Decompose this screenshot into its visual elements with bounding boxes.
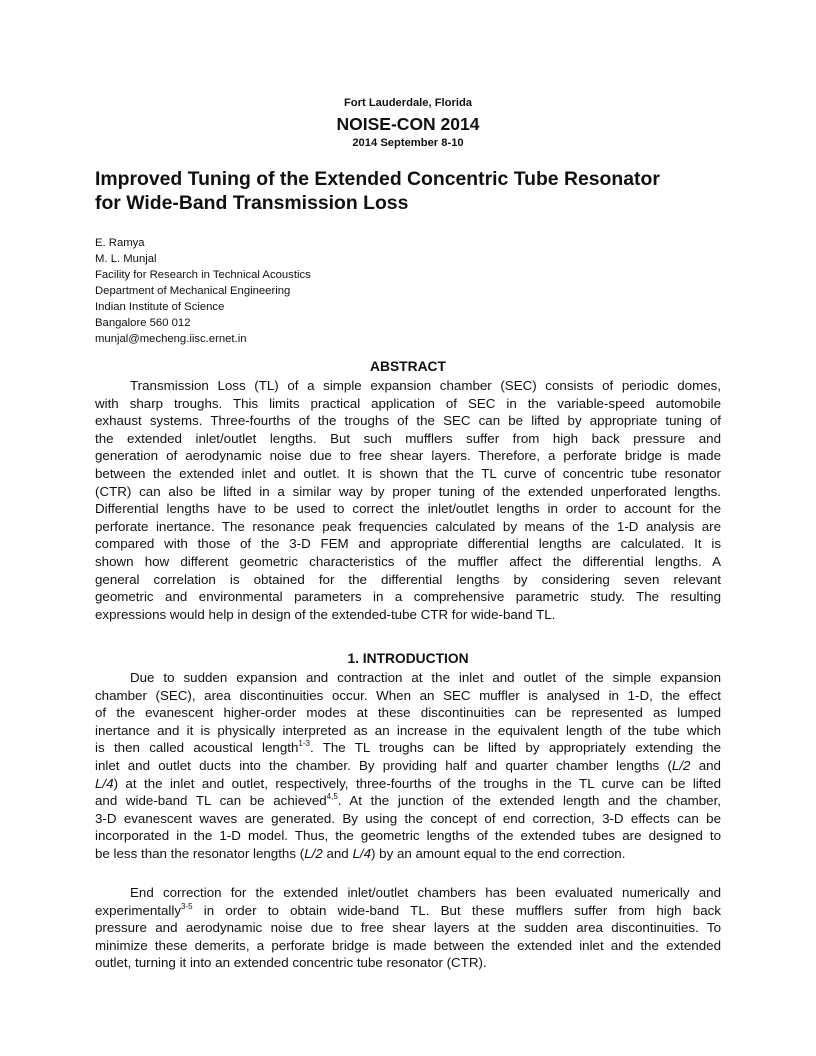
intro-line: pressure and aerodynamic noise due to free shear layers at the sudden area discontinuities. To xyxy=(95,920,721,936)
intro-line: End correction for the extended inlet/outlet chambers has been evaluated numerically and xyxy=(130,885,721,900)
intro-line: inertance and it is physically interpreted as an increase in the equivalent length of the tube which xyxy=(95,722,721,738)
abstract-line: perforate inertance. The resonance peak frequencies calculated by means of the 1-D analysis are xyxy=(95,518,721,534)
intro-line xyxy=(95,902,721,920)
abstract-body xyxy=(95,377,721,623)
intro-math: L/4 xyxy=(352,845,371,861)
intro-math: L/4 xyxy=(95,775,114,791)
citation-superscript: 3-5 xyxy=(181,901,193,911)
author-affiliation-institute: Indian Institute of Science xyxy=(95,301,225,313)
intro-line: outlet, turning it into an extended concentric tube resonator (CTR). xyxy=(95,955,487,971)
intro-text: . At the junction of the extended length and the chamber, xyxy=(337,793,721,809)
intro-line: 3-D evanescent waves are generated. By using the concept of end correction, 3-D effects can be xyxy=(95,810,721,826)
abstract-line: (CTR) can also be lifted in a similar way by proper tuning of the extended unperforated lengths. xyxy=(95,483,721,499)
conference-name: NOISE-CON 2014 xyxy=(336,114,480,134)
abstract-line: Transmission Loss (TL) of a simple expansion chamber (SEC) consists of periodic domes, xyxy=(130,378,721,393)
intro-line: minimize these demerits, a perforate bridge is made between the extended inlet and the extended xyxy=(95,937,721,953)
intro-line xyxy=(95,757,721,775)
abstract-line: expressions would help in design of the extended-tube CTR for wide-band TL. xyxy=(95,606,556,622)
abstract-line: with sharp troughs. This limits practical application of SEC in the variable-speed automobile xyxy=(95,395,721,411)
abstract-heading: ABSTRACT xyxy=(370,359,446,374)
title-line-2: for Wide-Band Transmission Loss xyxy=(95,191,409,214)
conference-date: 2014 September 8-10 xyxy=(352,137,464,149)
intro-text: is then called acoustical length xyxy=(95,740,299,756)
title-line-1: Improved Tuning of the Extended Concentric Tube Resonator xyxy=(95,168,660,190)
intro-math: L/2 xyxy=(671,757,691,773)
intro-line: Due to sudden expansion and contraction at the inlet and outlet of the simple expansion xyxy=(130,670,721,685)
intro-math: L/2 xyxy=(304,845,323,861)
intro-line: chamber (SEC), area discontinuities occur. When an SEC muffler is analysed in 1-D, the effect xyxy=(95,687,721,703)
author-affiliation-facility: Facility for Research in Technical Acoustics xyxy=(95,269,311,281)
author-affiliation-city: Bangalore 560 012 xyxy=(95,317,191,329)
introduction-heading: 1. INTRODUCTION xyxy=(347,651,469,666)
abstract-line: exhaust systems. Three-fourths of the troughs of the SEC can be lifted by appropriate tuning of xyxy=(95,413,721,429)
intro-text: ) at the inlet and outlet, respectively, three-fourths of the troughs in the TL curve can be lifted xyxy=(113,775,721,791)
intro-line xyxy=(95,845,721,863)
intro-text: . The TL troughs can be lifted by appropriately extending the xyxy=(309,740,721,756)
abstract-line: between the extended inlet and outlet. It is shown that the TL curve of concentric tube resonator xyxy=(95,465,721,481)
intro-line xyxy=(95,775,721,793)
abstract-line: compared with those of the 3-D FEM and appropriate differential lengths are calculated. It is xyxy=(95,536,721,552)
conference-location: Fort Lauderdale, Florida xyxy=(343,97,473,109)
intro-text: and wide-band TL can be achieved xyxy=(95,793,327,809)
intro-line: of the evanescent higher-order modes at these discontinuities can be represented as lumped xyxy=(95,705,721,721)
author-block xyxy=(95,235,721,347)
abstract-line: geometric and environmental parameters in a comprehensive parametric study. The resulting xyxy=(95,589,721,605)
author-name-1: E. Ramya xyxy=(95,237,145,249)
intro-text: and xyxy=(322,845,353,861)
citation-superscript: 4,5 xyxy=(326,792,338,802)
author-affiliation-department: Department of Mechanical Engineering xyxy=(95,285,291,297)
citation-superscript: 1-3 xyxy=(298,739,310,749)
abstract-line: shown how different geometric characteristics of the muffler affect the differential lengths. A xyxy=(95,553,721,569)
intro-text: experimentally xyxy=(95,902,182,918)
paper-title xyxy=(95,168,735,215)
author-email: munjal@mecheng.iisc.ernet.in xyxy=(95,333,247,345)
intro-line: incorporated in the 1-D model. Thus, the geometric lengths of the extended tubes are designed to xyxy=(95,828,721,844)
abstract-line: Differential lengths have to be used to correct the inlet/outlet lengths in order to account for the xyxy=(95,501,721,517)
abstract-line: general correlation is obtained for the differential lengths by considering seven relevant xyxy=(95,571,721,587)
intro-text: be less than the resonator lengths ( xyxy=(95,845,305,861)
author-name-2: M. L. Munjal xyxy=(95,253,157,265)
abstract-line: generation of aerodynamic noise due to free shear layers. Therefore, a perforate bridge is made xyxy=(95,448,721,464)
intro-text: in order to obtain wide-band TL. But these mufflers suffer from high back xyxy=(192,902,721,918)
intro-text: and xyxy=(690,757,721,773)
introduction-paragraph-1 xyxy=(95,669,721,863)
intro-text: inlet and outlet ducts into the chamber. By providing half and quarter chamber lengths ( xyxy=(95,757,672,773)
abstract-line: the extended inlet/outlet lengths. But such mufflers suffer from high back pressure and xyxy=(95,430,721,446)
intro-line xyxy=(95,739,721,757)
introduction-paragraph-2 xyxy=(95,884,721,972)
intro-line xyxy=(95,792,721,810)
intro-text: ) by an amount equal to the end correction. xyxy=(371,845,626,861)
